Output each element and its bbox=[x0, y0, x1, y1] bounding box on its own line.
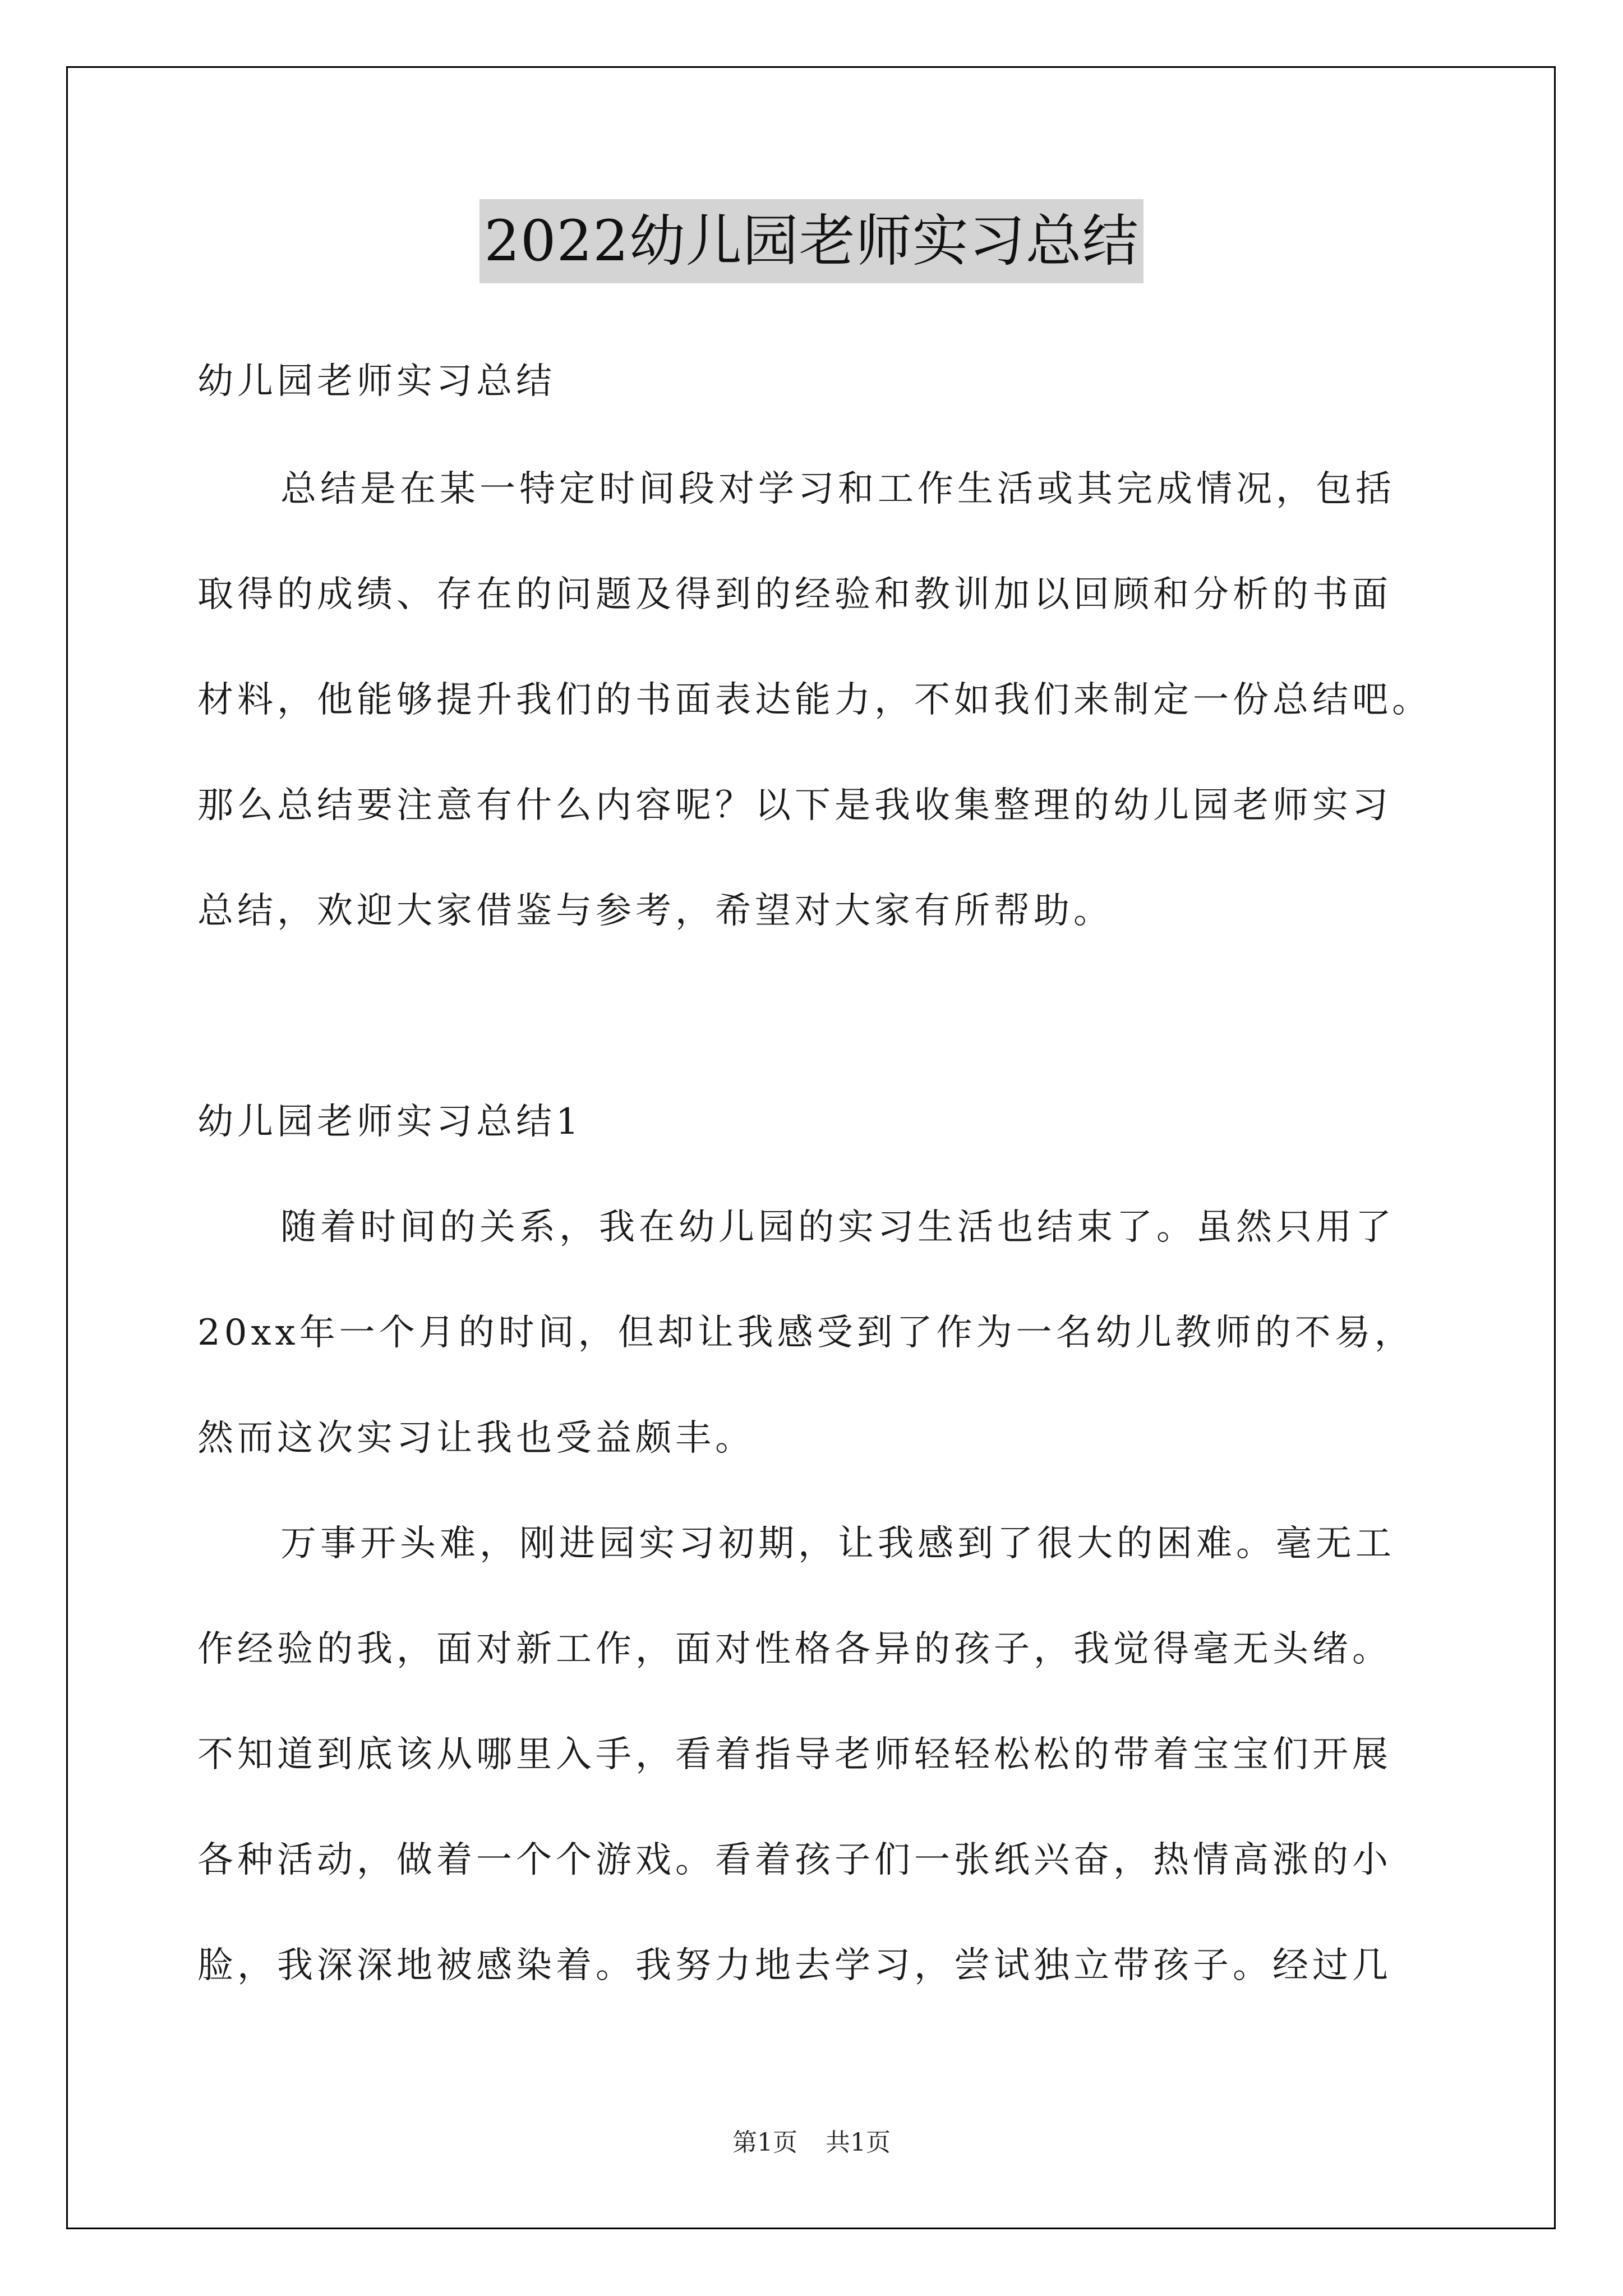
paragraph-line: 随着时间的关系，我在幼儿园的实习生活也结束了。虽然只用了 bbox=[280, 1207, 1395, 1248]
title-container bbox=[0, 199, 1623, 283]
document-title: 2022幼儿园老师实习总结 bbox=[479, 199, 1144, 283]
intro-line: 材料，他能够提升我们的书面表达能力，不如我们来制定一份总结吧。 bbox=[197, 679, 1432, 721]
page-footer bbox=[0, 2126, 1623, 2160]
intro-line: 取得的成绩、存在的问题及得到的经验和教训加以回顾和分析的书面 bbox=[197, 574, 1392, 615]
page-number-current: 第1页 bbox=[732, 2128, 797, 2157]
intro-line: 总结是在某一特定时间段对学习和工作生活或其完成情况，包括 bbox=[280, 468, 1395, 510]
subtitle: 幼儿园老师实习总结 bbox=[197, 361, 556, 402]
paragraph-line: 不知道到底该从哪里入手，看着指导老师轻轻松松的带着宝宝们开展 bbox=[197, 1734, 1392, 1775]
paragraph-line: 然而这次实习让我也受益颇丰。 bbox=[197, 1418, 755, 1459]
paragraph-line: 20xx年一个月的时间，但却让我感受到了作为一名幼儿教师的不易， bbox=[197, 1312, 1414, 1354]
paragraph-line: 各种活动，做着一个个游戏。看着孩子们一张纸兴奋，热情高涨的小 bbox=[197, 1839, 1392, 1881]
intro-line: 那么总结要注意有什么内容呢？以下是我收集整理的幼儿园老师实习 bbox=[197, 785, 1392, 826]
paragraph-line: 作经验的我，面对新工作，面对性格各异的孩子，我觉得毫无头绪。 bbox=[197, 1628, 1392, 1670]
intro-line: 总结，欢迎大家借鉴与参考，希望对大家有所帮助。 bbox=[197, 890, 1113, 932]
paragraph-line: 万事开头难，刚进园实习初期，让我感到了很大的困难。毫无工 bbox=[280, 1523, 1395, 1565]
page-number-total: 共1页 bbox=[826, 2128, 891, 2157]
paragraph-line: 脸，我深深地被感染着。我努力地去学习，尝试独立带孩子。经过几 bbox=[197, 1945, 1392, 1986]
section-heading: 幼儿园老师实习总结1 bbox=[197, 1101, 583, 1143]
